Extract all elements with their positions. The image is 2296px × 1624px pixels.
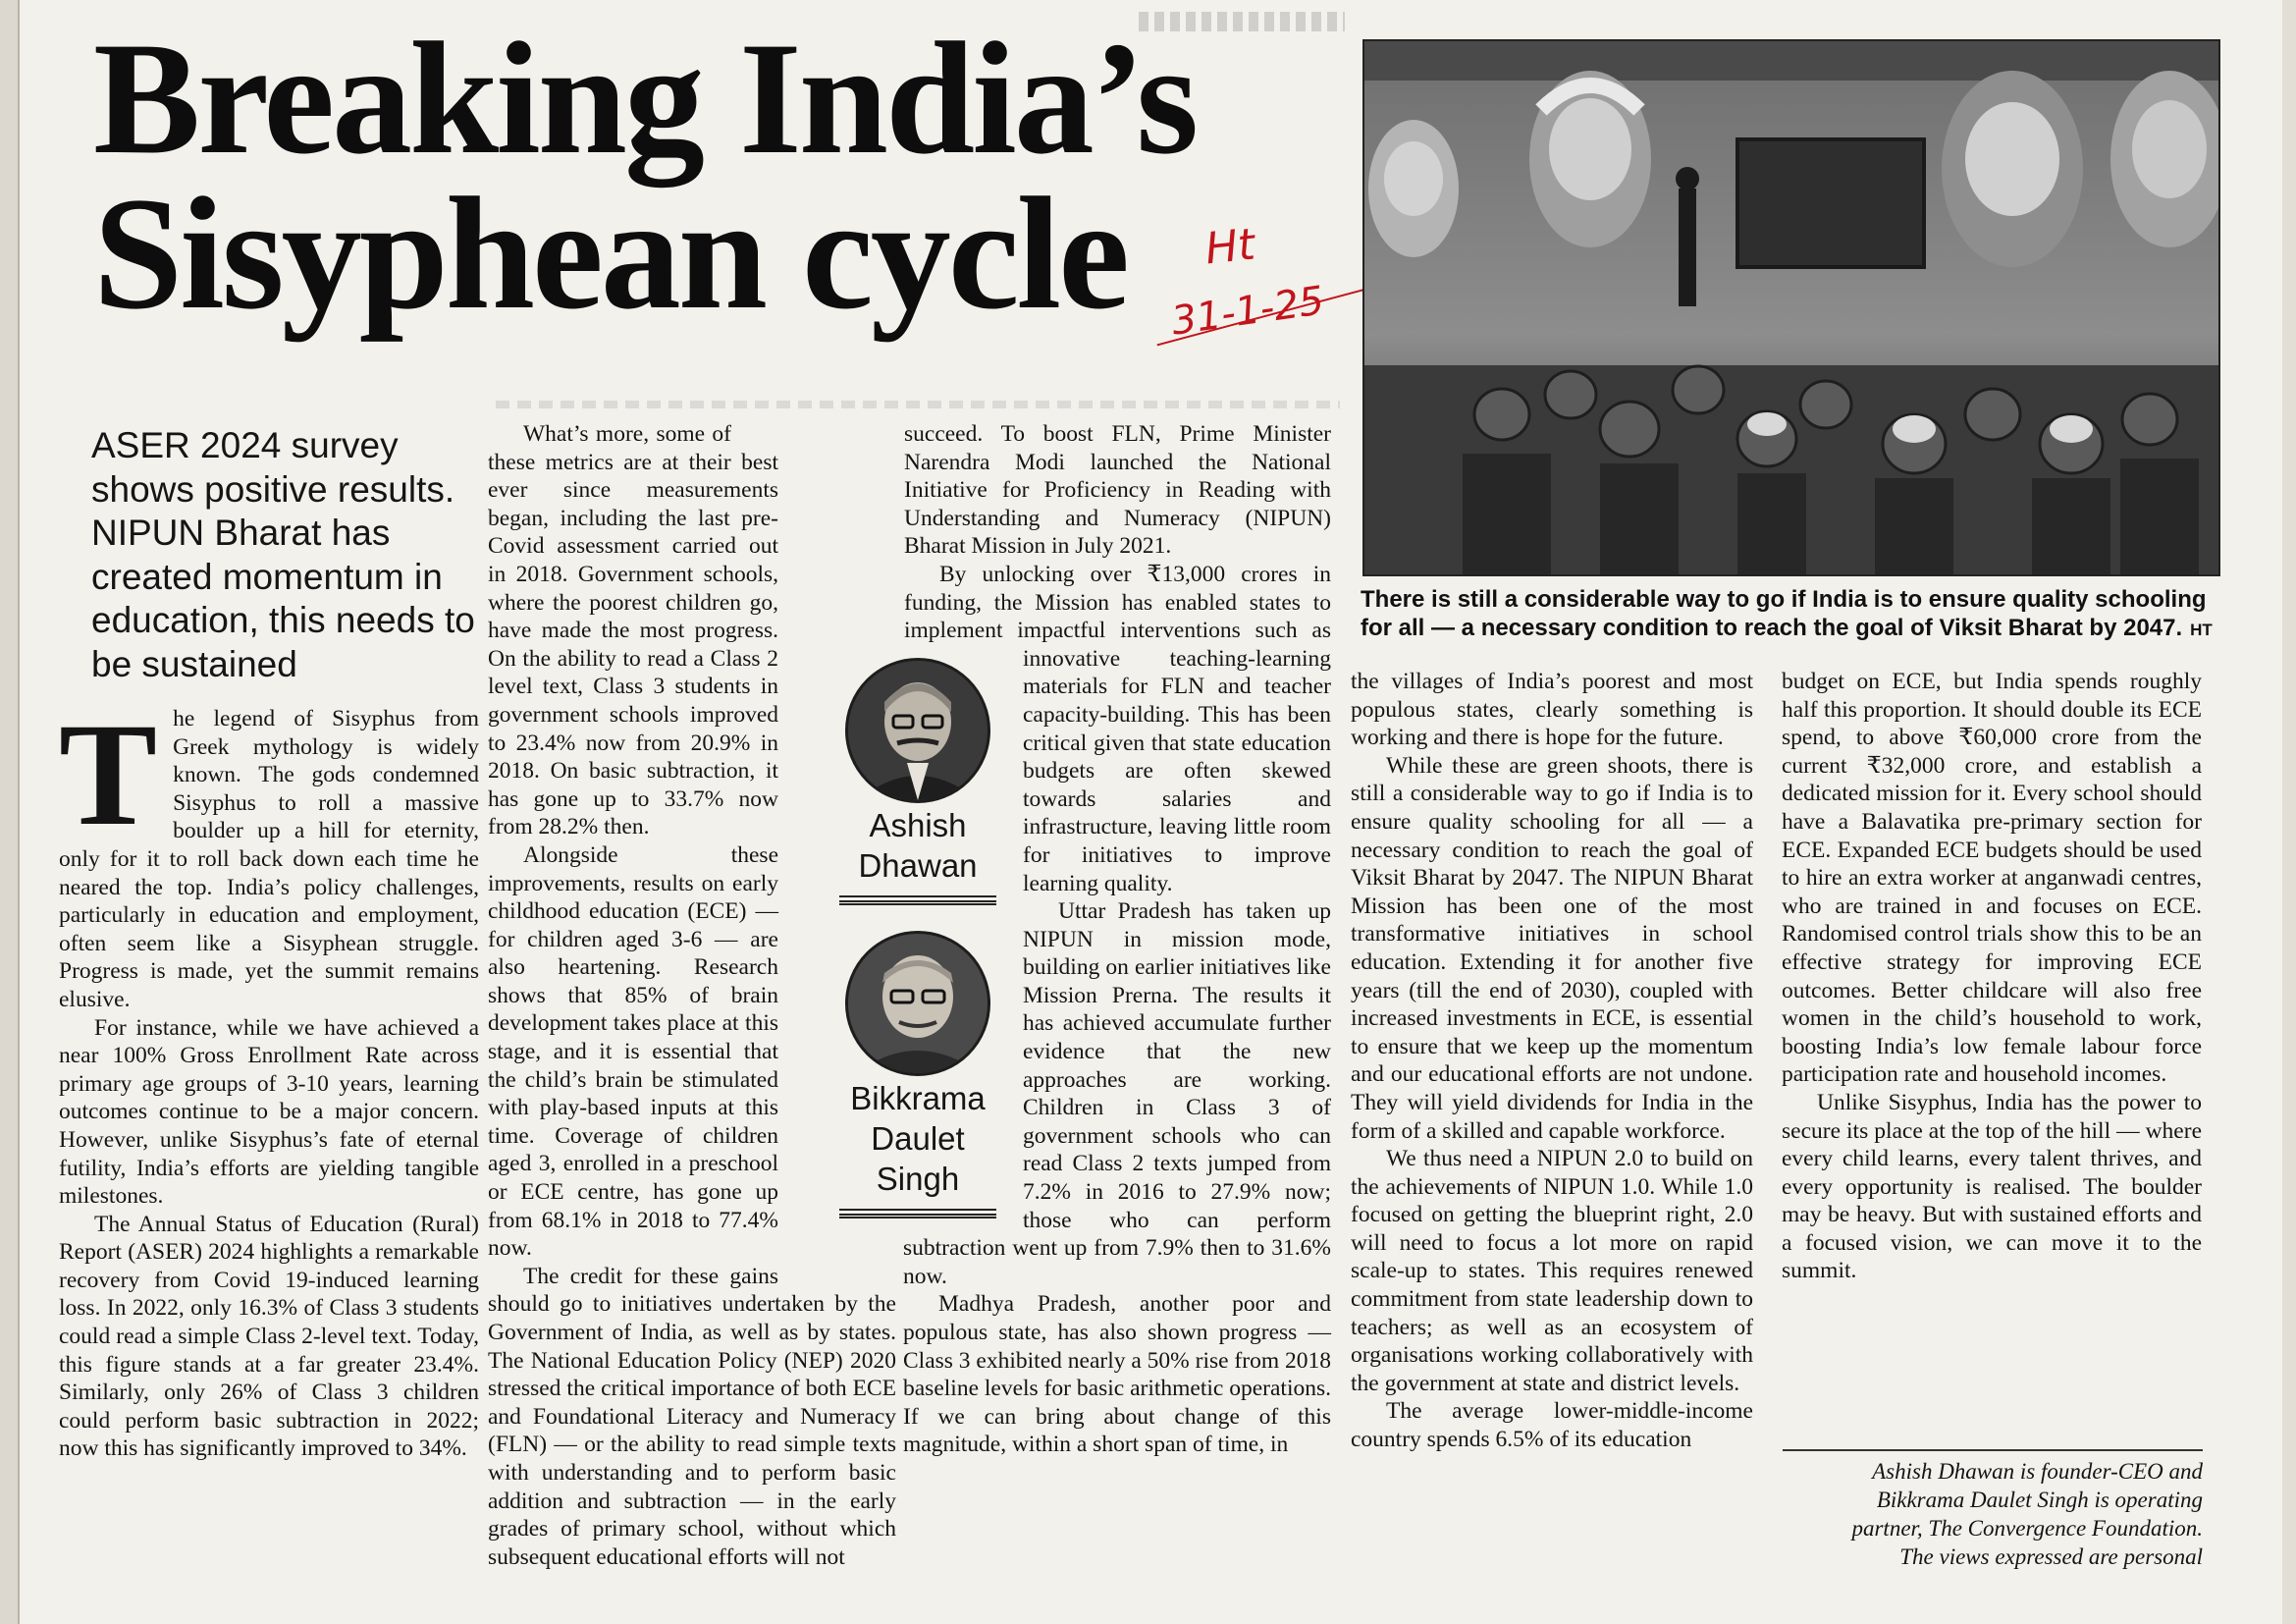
author-ashish-dhawan bbox=[829, 658, 1006, 905]
bio-line: Bikkrama Daulet Singh is operating bbox=[1876, 1488, 2203, 1512]
paragraph: the villages of India’s poorest and most populous states, clearly something is working and there is hope for the future. bbox=[1351, 669, 1753, 751]
paragraph: Alongside these improvements, results on early childhood education (ECE) — for children aged 3-6 — are also heartening. Research shows that 85% of brain development takes place at this stage, and it is essential that the child’s brain be stimulated with play-based inputs at this time. Coverage of children aged 3, enrolled in a preschool or ECE centre, has gone up from 68.1% in 2018 to 77.4% now. bbox=[488, 841, 778, 1262]
author-divider bbox=[839, 1209, 996, 1218]
page-gutter bbox=[0, 0, 20, 1624]
author-portrait bbox=[845, 931, 990, 1076]
paragraph: succeed. To boost FLN, Prime Minister Narendra Modi launched the National Initiative for Proficiency in Reading with Understanding and Numeracy (NIPUN) Bharat Mission in July 2021. bbox=[904, 421, 1331, 560]
bio-line: The views expressed are personal bbox=[1899, 1544, 2203, 1569]
drop-cap: T bbox=[59, 693, 158, 856]
author-last-name: Dhawan bbox=[858, 847, 978, 884]
paragraph: While these are green shoots, there is still a considerable way to go if India is to ensure quality schooling for all — a necessary condition to reach the goal of Viksit Bharat by 2047. The NIPUN Bharat Mission has been one of the most transformative initiatives in school education. Extending it for another five years (till the end of 2030), coupled with increased investments in ECE, is essential to ensure that we keep up the momentum and our educational efforts are not undone. They will yield dividends for India in the form of a skilled and capable workforce. bbox=[1351, 752, 1753, 1144]
paragraph: The credit for these gains should go to initiatives undertaken by the Government of India, as well as by states. The National Education Policy (NEP) 2020 stressed the critical importance of both ECE and Foundational Literacy and Numeracy (FLN) — or the ability to read simple texts with understanding and to perform basic addition and subtraction — in the early grades of primary school, without which subsequent educational efforts will not bbox=[488, 1263, 896, 1570]
handwritten-publication: Ht bbox=[1202, 219, 1257, 275]
author-first-name: Ashish bbox=[869, 807, 967, 843]
headline-line-2: Sisyphean cycle bbox=[93, 165, 1127, 343]
paragraph: Uttar Pradesh has taken up NIPUN in mission mode, building on earlier initiatives like Mission Prerna. The results it has achieved accumulate further evidence that the new approaches are working. Children in Class 3 of government schools who can read Class 2 texts jumped from 7.2% in 2016 to 27.9% now; those who can perform subtraction went up from 7.9% then to 31.6% now. bbox=[903, 898, 1331, 1289]
author-portraits bbox=[829, 658, 1006, 1218]
article-photo bbox=[1362, 39, 2220, 576]
paragraph: What’s more, some of these metrics are at their best ever since measurements began, including the last pre-Covid assessment carried out in 2018. Government schools, where the poorest children go, have made the most progress. On the ability to read a Class 2 level text, Class 3 students in government schools improved to 23.4% now from 20.9% in 2018. On basic subtraction, it has gone up to 33.7% now from 28.2% then. bbox=[488, 421, 778, 840]
body-column-1 bbox=[59, 693, 479, 1463]
headline-line-1: Breaking India’s bbox=[93, 10, 1197, 188]
paragraph: budget on ECE, but India spends roughly half this proportion. It should double its ECE spend, to above ₹60,000 crore from the current ₹32,000 crore, and establish a dedicated mission for it. Every school should have a Balavatika pre-primary section for ECE. Expanded ECE budgets should be used to hire an extra worker at anganwadi centres, who are trained in and focuses on ECE. Randomised control trials show this to be an effective strategy for improving ECE outcomes. Better childcare will also free women in the child’s household to work, boosting India’s low female labour force participation rate and household incomes. bbox=[1782, 669, 2202, 1088]
paragraph: The average lower-middle-income country spends 6.5% of its education bbox=[1351, 1398, 1753, 1453]
standfirst: ASER 2024 survey shows positive results. NIPUN Bharat has created momentum in education, this needs to be sustained bbox=[91, 425, 475, 684]
bio-line: partner, The Convergence Foundation. bbox=[1851, 1516, 2203, 1541]
bleed-through-text-mid bbox=[496, 401, 1340, 408]
paragraph: We thus need a NIPUN 2.0 to build on the achievements of NIPUN 1.0. While 1.0 focused on getting the blueprint right, 2.0 will need to focus a lot more on rapid scale-up to states. This requires renewed commitment from state leadership down to teachers; as well as an ecosystem of organisations working collaboratively with the government at state and district levels. bbox=[1351, 1146, 1753, 1396]
paragraph: The Annual Status of Education (Rural) Report (ASER) 2024 highlights a remarkable recovery from Covid 19-induced learning loss. In 2022, only 16.3% of Class 3 students could read a simple Class 2-level text. Today, this figure stands at a far greater 23.4%. Similarly, only 26% of Class 3 children could perform basic subtraction in 2022; now this has significantly improved to 34%. bbox=[59, 1211, 479, 1462]
author-divider bbox=[839, 895, 996, 905]
paragraph bbox=[59, 693, 479, 1014]
author-middle-name: Daulet bbox=[871, 1120, 965, 1157]
paragraph: By unlocking over ₹13,000 crores in funding, the Mission has enabled states to implement impactful interventions such as innovative teaching-learning materials for FLN and teacher capacity-building. This has been critical given that state education budgets are often skewed towards salaries and infrastructure, leaving little room for initiatives to improve learning quality. bbox=[904, 561, 1331, 896]
page-edge bbox=[2282, 0, 2296, 1624]
handwritten-date: 31-1-25 bbox=[1168, 278, 1327, 345]
bio-divider bbox=[1783, 1449, 2203, 1451]
bio-line: Ashish Dhawan is founder-CEO and bbox=[1872, 1459, 2203, 1484]
photo-caption bbox=[1361, 585, 2224, 644]
author-bio bbox=[1783, 1457, 2203, 1571]
paragraph: Madhya Pradesh, another poor and populous state, has also shown progress — Class 3 exhibited nearly a 50% rise from 2018 baseline levels for basic arithmetic operations. If we can bring about change of this magnitude, within a short span of time, in bbox=[903, 1291, 1331, 1458]
caption-text: There is still a considerable way to go if India is to ensure quality schooling for all — a necessary condition to reach the goal of Viksit Bharat by 2047. bbox=[1361, 586, 2207, 641]
author-bikkrama-daulet-singh bbox=[829, 931, 1006, 1218]
author-last-name: Singh bbox=[876, 1161, 960, 1197]
author-first-name: Bikkrama bbox=[850, 1080, 986, 1116]
paragraph-text: he legend of Sisyphus from Greek mythology is widely known. The gods condemned Sisyphus to roll a massive boulder up a hill for eternity, only for it to roll back down each time he neared the top. India’s policy challenges, particularly in education and employment, often seem like a Sisyphean struggle. Progress is made, yet the summit remains elusive. bbox=[59, 706, 479, 1012]
body-column-4 bbox=[1351, 668, 1753, 1454]
author-portrait bbox=[845, 658, 990, 803]
body-column-5 bbox=[1782, 668, 2202, 1285]
paragraph: For instance, while we have achieved a near 100% Gross Enrollment Rate across primary age groups of 3-10 years, learning outcomes continue to be a major concern. However, unlike Sisyphus’s fate of eternal futility, India’s efforts are yielding tangible milestones. bbox=[59, 1014, 479, 1210]
photo-credit: HT bbox=[2190, 621, 2213, 639]
paragraph: Unlike Sisyphus, India has the power to secure its place at the top of the hill — where every child learns, every talent thrives, and every opportunity is realised. The boulder may be heavy. But with sustained efforts and a focused vision, we can move it to the summit. bbox=[1782, 1089, 2202, 1284]
headline bbox=[93, 10, 1340, 343]
